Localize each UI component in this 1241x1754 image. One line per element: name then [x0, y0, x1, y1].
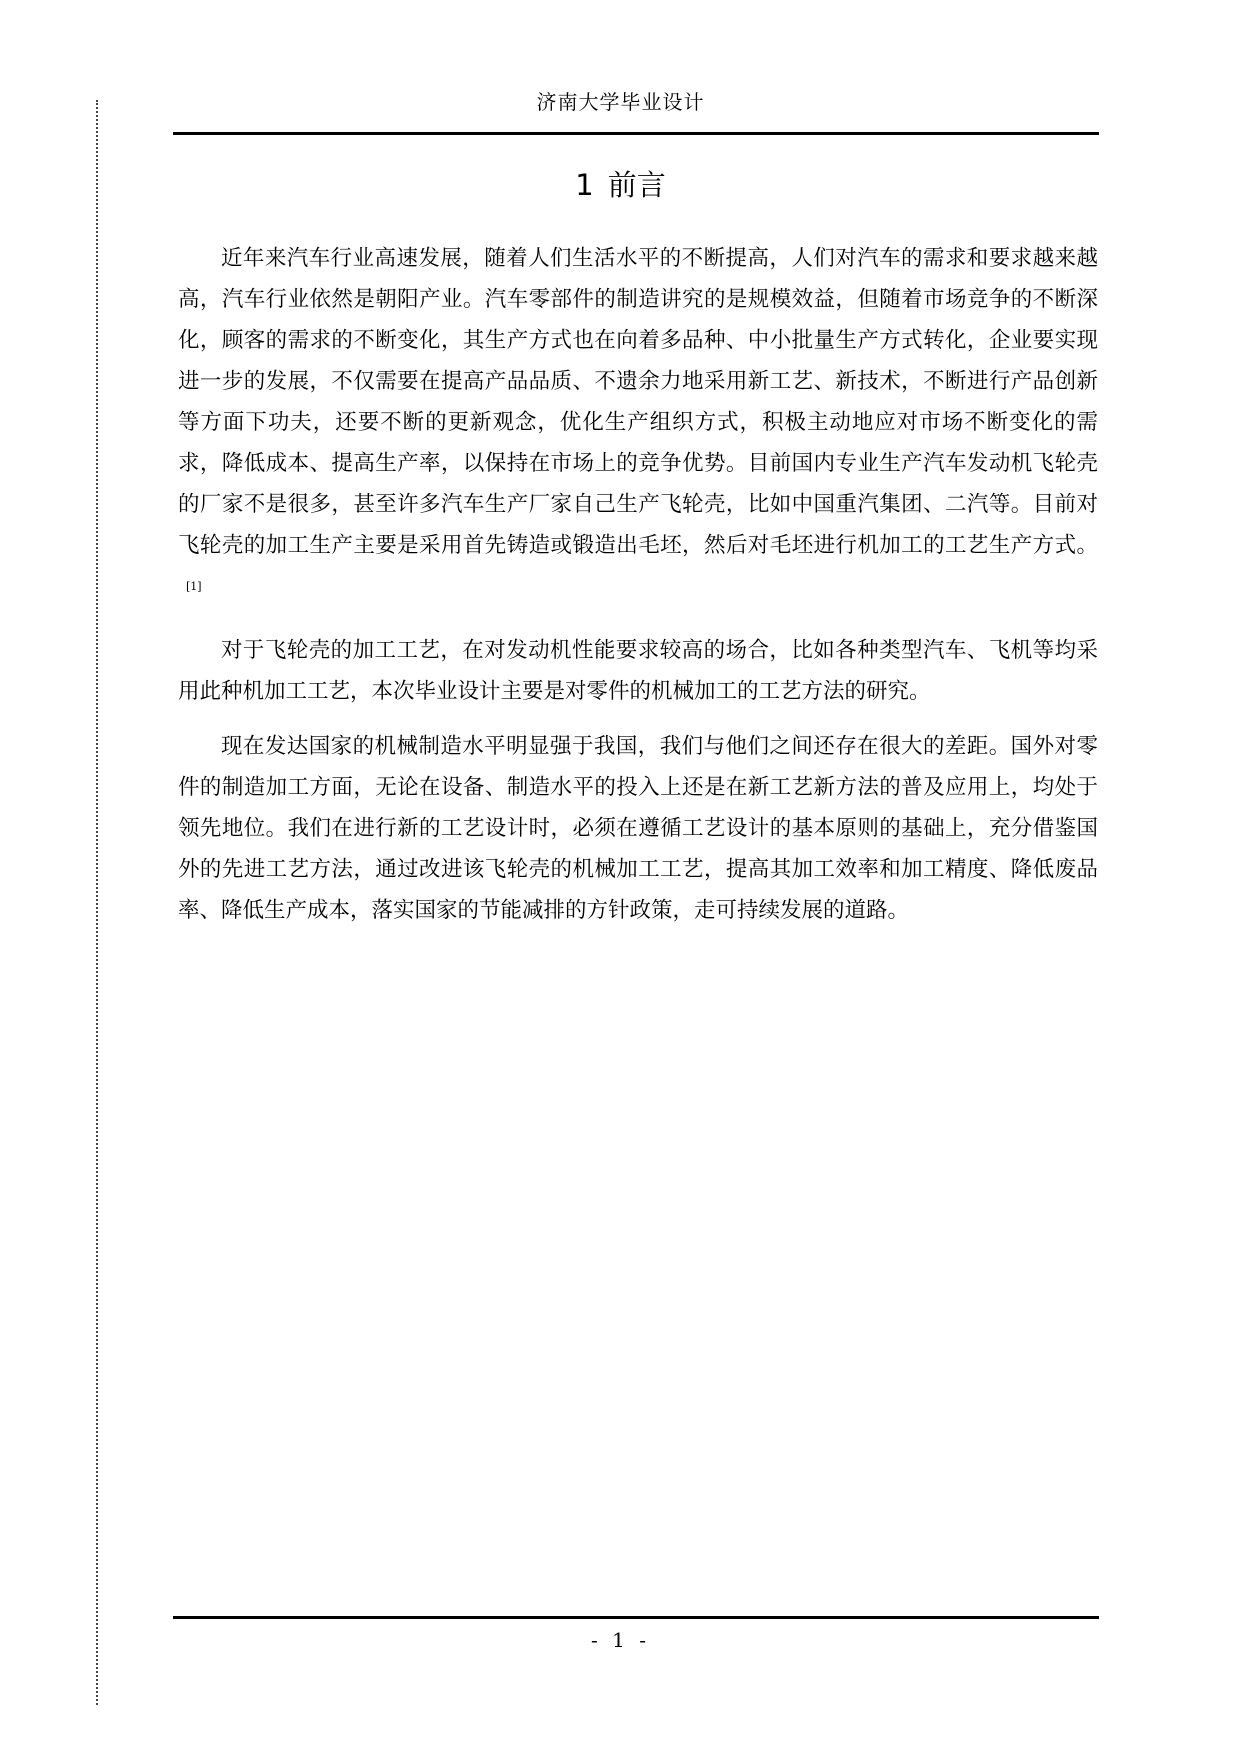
page-number: - 1 -	[591, 1628, 650, 1652]
paragraph	[178, 726, 1098, 931]
header-rule	[173, 132, 1099, 135]
paragraph-text: 现在发达国家的机械制造水平明显强于我国，我们与他们之间还存在很大的差距。国外对零件的制造加工方面，无论在设备、制造水平的投入上还是在新工艺新方法的普及应用上，均处于领先地位。我们在进行新的工艺设计时，必须在遵循工艺设计的基本原则的基础上，充分借鉴国外的先进工艺方法，通过改进该飞轮壳的机械加工工艺，提高其加工效率和加工精度、降低废品率、降低生产成本，落实国家的节能减排的方针政策，走可持续发展的道路。	[178, 734, 1098, 923]
running-header-title: 济南大学毕业设计	[536, 90, 705, 114]
chapter-number: 1	[575, 168, 594, 202]
paragraph	[178, 630, 1098, 712]
body-text	[178, 238, 1098, 945]
chapter-title: 前言	[607, 168, 666, 202]
paragraph	[178, 238, 1098, 616]
citation-marker: [1]	[186, 580, 202, 593]
binding-dotted-line	[96, 100, 98, 1705]
paragraph-text: 对于飞轮壳的加工工艺，在对发动机性能要求较高的场合，比如各种类型汽车、飞机等均采用此种机加工工艺，本次毕业设计主要是对零件的机械加工的工艺方法的研究。	[178, 638, 1098, 704]
chapter-heading	[0, 163, 1241, 204]
paragraph-text: 近年来汽车行业高速发展，随着人们生活水平的不断提高，人们对汽车的需求和要求越来越高，汽车行业依然是朝阳产业。汽车零部件的制造讲究的是规模效益，但随着市场竞争的不断深化，顾客的需求的不断变化，其生产方式也在向着多品种、中小批量生产方式转化，企业要实现进一步的发展，不仅需要在提高产品品质、不遗余力地采用新工艺、新技术，不断进行产品创新等方面下功夫，还要不断的更新观念，优化生产组织方式，积极主动地应对市场不断变化的需求，降低成本、提高生产率，以保持在市场上的竞争优势。目前国内专业生产汽车发动机飞轮壳的厂家不是很多，甚至许多汽车生产厂家自己生产飞轮壳，比如中国重汽集团、二汽等。目前对飞轮壳的加工生产主要是采用首先铸造或锻造出毛坯，然后对毛坯进行机加工的工艺生产方式。	[178, 246, 1098, 558]
footer-rule	[173, 1616, 1099, 1619]
